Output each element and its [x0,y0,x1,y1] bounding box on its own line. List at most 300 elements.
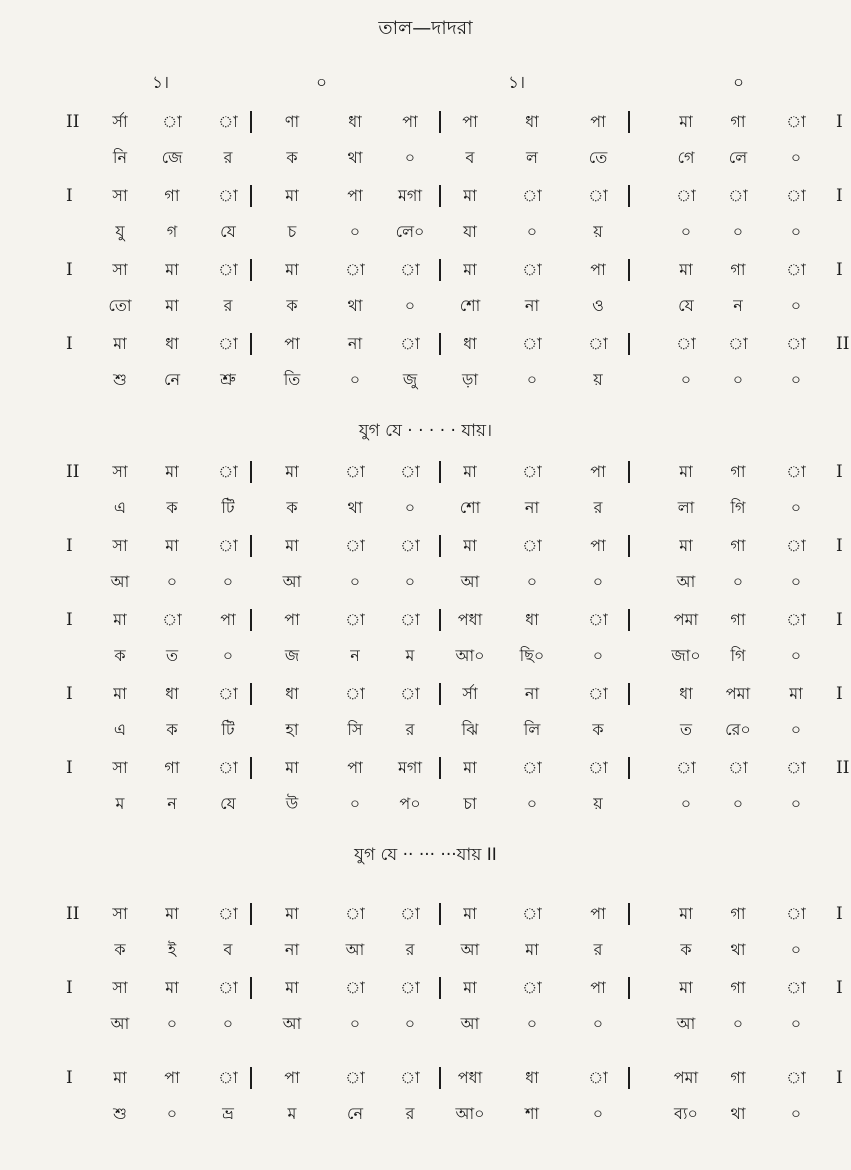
swara-note: া [345,1068,365,1087]
swara-note: ণা [284,112,300,131]
lyric-syllable: ০ [790,498,802,517]
lyric-syllable: আ [676,572,696,591]
lyric-line [0,494,851,522]
swara-note: া [218,684,238,703]
lyric-syllable: ক [166,498,178,517]
swara-note: া [676,334,696,353]
swara-note: া [162,610,182,629]
swara-note: া [218,462,238,481]
start-barline: I [66,536,73,556]
lyric-syllable: আ [460,572,480,591]
notation-line [0,330,851,358]
swara-note: পা [284,334,300,353]
lyric-syllable: ০ [790,794,802,813]
lyric-syllable: য় [593,794,603,813]
swara-note: া [522,758,542,777]
vibhag-bar [628,609,630,631]
swara-note: ধা [679,684,693,703]
lyric-syllable: ০ [166,572,178,591]
swara-note: পমা [725,684,751,703]
swara-note: পমা [673,1068,699,1087]
swara-note: ধা [165,334,179,353]
swara-note: মা [463,978,477,997]
lyric-syllable: থা [347,296,363,315]
lyric-syllable: যু [115,222,125,241]
swara-note: সা [112,978,128,997]
lyric-syllable: শো [459,498,481,517]
swara-note: মা [463,536,477,555]
swara-note: া [218,904,238,923]
lyric-syllable: র [593,940,603,959]
swara-note: সা [112,186,128,205]
lyric-syllable: ০ [732,370,744,389]
lyric-syllable: ক [680,940,692,959]
lyric-syllable: শা [524,1104,540,1123]
swara-note: া [522,904,542,923]
start-barline: II [66,112,80,132]
lyric-syllable: যা [463,222,477,241]
lyric-syllable: ব [465,148,475,167]
swara-note: মগা [397,758,422,777]
vibhag-bar [628,185,630,207]
lyric-syllable: লে [728,148,748,167]
lyric-syllable: সি [347,720,363,739]
swara-note: া [588,610,608,629]
lyric-syllable: ভ্র [222,1104,234,1123]
notation-line [0,108,851,136]
start-barline: I [66,260,73,280]
lyric-syllable: জু [402,370,418,389]
lyric-syllable: তে [588,148,608,167]
lyric-syllable: আ [676,1014,696,1033]
lyric-syllable: ০ [732,572,744,591]
lyric-syllable: আ০ [455,1104,485,1123]
swara-note: পা [590,904,606,923]
lyric-syllable: আ [282,572,302,591]
end-barline: I [836,112,843,132]
lyric-syllable: ০ [790,222,802,241]
swara-note: মা [463,260,477,279]
swara-note: মা [679,112,693,131]
lyric-line [0,1010,851,1038]
swara-note: পা [284,1068,300,1087]
lyric-syllable: আ০ [455,646,485,665]
lyric-syllable: ০ [526,222,538,241]
swara-note: া [400,536,420,555]
swara-note: ধা [348,112,362,131]
lyric-syllable: ০ [790,720,802,739]
beat-mark: ০ [316,73,328,93]
swara-note: া [588,684,608,703]
notation-line [0,606,851,634]
lyric-syllable: ম [287,1104,297,1123]
lyric-syllable: র [405,1104,415,1123]
lyric-syllable: ক [114,646,126,665]
vibhag-bar [628,1067,630,1089]
end-barline: I [836,260,843,280]
swara-note: মা [285,978,299,997]
lyric-syllable: রে০ [725,720,751,739]
lyric-syllable: লা [677,498,695,517]
lyric-line [0,292,851,320]
lyric-syllable: ০ [790,1104,802,1123]
lyric-syllable: ০ [404,296,416,315]
page-title: তাল—দাদরা [378,17,473,39]
swara-note: া [345,260,365,279]
end-barline: I [836,1068,843,1088]
lyric-syllable: উ [285,794,299,813]
swara-note: া [345,536,365,555]
lyric-line [0,144,851,172]
swara-note: ধা [463,334,477,353]
beat-mark: ০ [733,73,745,93]
notation-line [0,458,851,486]
swara-note: সা [112,536,128,555]
lyric-syllable: গ [166,222,178,241]
lyric-line [0,1100,851,1128]
swara-note: পা [284,610,300,629]
beat-marks-row [0,70,851,94]
swara-note: মা [463,462,477,481]
swara-note: া [162,112,182,131]
swara-note: া [522,260,542,279]
lyric-syllable: জ [284,646,300,665]
swara-note: মা [113,334,127,353]
swara-note: পা [220,610,236,629]
swara-note: মা [113,610,127,629]
swara-note: মা [679,978,693,997]
lyric-syllable: ০ [349,222,361,241]
swara-note: পমা [673,610,699,629]
lyric-syllable: ক [286,148,298,167]
swara-note: গা [730,1068,746,1087]
lyric-line [0,716,851,744]
vibhag-bar [628,977,630,999]
swara-note: মা [463,904,477,923]
lyric-syllable: ০ [592,646,604,665]
swara-note: মা [165,260,179,279]
lyric-line [0,218,851,246]
swara-note: া [218,112,238,131]
lyric-syllable: হা [285,720,299,739]
lyric-syllable: নে [346,1104,364,1123]
notation-line [0,900,851,928]
lyric-syllable: শু [113,1104,127,1123]
swara-note: া [786,186,806,205]
swara-note: পধা [457,610,483,629]
refrain-caption: যুগ যে ·· ··· ···যায় II [354,845,497,865]
lyric-syllable: জা০ [671,646,701,665]
swara-note: া [588,1068,608,1087]
lyric-syllable: নি [112,148,128,167]
swara-note: া [218,186,238,205]
lyric-syllable: প০ [399,794,421,813]
start-barline: I [66,334,73,354]
swara-note: া [218,334,238,353]
lyric-line [0,642,851,670]
swara-note: না [347,334,363,353]
lyric-syllable: ০ [404,1014,416,1033]
swara-note: গা [730,462,746,481]
lyric-syllable: ০ [732,1014,744,1033]
swara-note: া [400,1068,420,1087]
end-barline: II [836,758,850,778]
lyric-syllable: ক [286,498,298,517]
swara-note: মা [113,684,127,703]
lyric-syllable: ন [733,296,743,315]
lyric-syllable: না [524,498,540,517]
swara-note: পা [590,112,606,131]
lyric-syllable: ক [286,296,298,315]
lyric-syllable: র [405,940,415,959]
lyric-syllable: র [405,720,415,739]
swara-note: া [728,334,748,353]
lyric-syllable: আ [282,1014,302,1033]
swara-note: সা [112,462,128,481]
swara-note: া [400,978,420,997]
lyric-syllable: ০ [526,572,538,591]
swara-note: া [786,1068,806,1087]
notation-line [0,182,851,210]
swara-note: া [218,536,238,555]
lyric-syllable: য় [593,222,603,241]
lyric-syllable: ০ [790,296,802,315]
swara-note: র্সা [112,112,128,131]
swara-note: মা [165,462,179,481]
swara-note: া [588,186,608,205]
lyric-syllable: না [524,296,540,315]
lyric-syllable: ০ [349,572,361,591]
lyric-syllable: গি [730,498,746,517]
swara-note: পা [402,112,418,131]
swara-note: া [786,978,806,997]
swara-note: ধা [525,610,539,629]
lyric-syllable: মা [165,296,179,315]
swara-note: া [676,186,696,205]
lyric-syllable: ০ [526,370,538,389]
lyric-syllable: ও [592,296,604,315]
swara-note: া [522,334,542,353]
end-barline: I [836,904,843,924]
swara-note: া [218,758,238,777]
lyric-syllable: যে [220,222,236,241]
swara-note: পা [347,758,363,777]
swara-note: া [786,536,806,555]
swara-note: া [345,978,365,997]
lyric-syllable: থা [730,940,746,959]
lyric-syllable: এ [113,720,127,739]
lyric-syllable: থা [730,1104,746,1123]
lyric-syllable: ০ [732,222,744,241]
swara-note: া [400,610,420,629]
swara-note: া [345,684,365,703]
swara-note: মা [165,904,179,923]
lyric-syllable: ক [114,940,126,959]
lyric-syllable: ব্য০ [674,1104,698,1123]
lyric-syllable: থা [347,148,363,167]
swara-note: া [522,462,542,481]
lyric-syllable: ত [679,720,692,739]
swara-note: না [524,684,540,703]
swara-note: া [786,462,806,481]
lyric-syllable: আ [110,1014,130,1033]
lyric-syllable: ০ [732,794,744,813]
lyric-syllable: ঝি [461,720,479,739]
swara-note: ধা [165,684,179,703]
lyric-syllable: থা [347,498,363,517]
swara-note: পা [590,536,606,555]
lyric-syllable: ড়া [461,370,479,389]
lyric-syllable: জে [161,148,183,167]
swara-note: মা [679,462,693,481]
lyric-syllable: ০ [680,794,692,813]
vibhag-bar [628,461,630,483]
lyric-syllable: না [284,940,300,959]
swara-note: ধা [525,1068,539,1087]
lyric-syllable: নে [163,370,181,389]
lyric-syllable: ০ [349,370,361,389]
swara-note: া [218,260,238,279]
swara-note: গা [164,186,180,205]
refrain-caption: যুগ যে · · · · · যায়। [358,421,493,441]
swara-note: া [588,758,608,777]
lyric-syllable: ০ [222,646,234,665]
swara-note: পা [347,186,363,205]
swara-note: া [400,334,420,353]
vibhag-bar [628,535,630,557]
lyric-syllable: র [223,148,233,167]
swara-note: া [345,610,365,629]
notation-line [0,754,851,782]
swara-note: া [400,462,420,481]
swara-note: া [345,462,365,481]
swara-note: পা [590,978,606,997]
lyric-syllable: ০ [790,1014,802,1033]
swara-note: পধা [457,1068,483,1087]
lyric-line [0,936,851,964]
swara-note: মা [165,536,179,555]
swara-note: া [345,904,365,923]
start-barline: I [66,758,73,778]
lyric-syllable: ০ [526,1014,538,1033]
notation-line [0,680,851,708]
vibhag-bar [628,333,630,355]
lyric-syllable: ০ [592,572,604,591]
lyric-syllable: টি [221,720,235,739]
lyric-syllable: এ [113,498,127,517]
beat-mark: ১। [508,73,526,93]
lyric-syllable: ০ [404,498,416,517]
swara-note: মা [285,758,299,777]
lyric-syllable: ০ [166,1014,178,1033]
swara-note: া [676,758,696,777]
end-barline: I [836,186,843,206]
lyric-syllable: মা [525,940,539,959]
swara-note: পা [590,260,606,279]
swara-note: গা [730,112,746,131]
lyric-syllable: ক [592,720,604,739]
swara-note: ধা [525,112,539,131]
swara-note: মগা [397,186,422,205]
lyric-syllable: চা [463,794,477,813]
lyric-syllable: ০ [349,794,361,813]
lyric-syllable: র [593,498,603,517]
swara-note: া [400,684,420,703]
lyric-syllable: ০ [790,148,802,167]
lyric-syllable: ন [350,646,360,665]
lyric-syllable: আ [110,572,130,591]
swara-note: া [786,112,806,131]
swara-note: র্সা [462,684,478,703]
swara-note: া [218,1068,238,1087]
start-barline: I [66,610,73,630]
swara-note: মা [113,1068,127,1087]
swara-note: মা [285,462,299,481]
notation-line [0,1064,851,1092]
lyric-line [0,790,851,818]
lyric-syllable: র [223,296,233,315]
lyric-line [0,568,851,596]
lyric-syllable: যে [220,794,236,813]
lyric-syllable: ০ [404,148,416,167]
swara-note: মা [285,260,299,279]
lyric-syllable: ত [165,646,178,665]
lyric-syllable: আ [460,1014,480,1033]
lyric-syllable: ০ [166,1104,178,1123]
end-barline: I [836,462,843,482]
swara-note: মা [679,260,693,279]
swara-note: মা [165,978,179,997]
notation-line [0,256,851,284]
swara-note: া [400,260,420,279]
vibhag-bar [628,903,630,925]
start-barline: II [66,904,80,924]
end-barline: I [836,978,843,998]
swara-note: া [728,186,748,205]
swara-note: গা [730,904,746,923]
lyric-syllable: ম [405,646,415,665]
start-barline: I [66,978,73,998]
lyric-syllable: ল [526,148,538,167]
swara-note: মা [285,536,299,555]
lyric-syllable: ০ [404,572,416,591]
lyric-syllable: ন [167,794,177,813]
swara-note: গা [730,978,746,997]
swara-note: গা [164,758,180,777]
swara-note: মা [679,536,693,555]
lyric-syllable: ই [167,940,177,959]
end-barline: II [836,334,850,354]
lyric-syllable: শ্রু [220,370,236,389]
lyric-syllable: লে০ [395,222,425,241]
notation-line [0,532,851,560]
end-barline: I [836,610,843,630]
swara-note: গা [730,610,746,629]
swara-note: া [786,904,806,923]
swara-note: মা [285,186,299,205]
swara-note: পা [462,112,478,131]
lyric-syllable: ০ [592,1014,604,1033]
end-barline: I [836,536,843,556]
lyric-syllable: তি [283,370,301,389]
lyric-syllable: ছি০ [519,646,545,665]
swara-note: া [522,186,542,205]
lyric-syllable: তো [108,296,132,315]
lyric-syllable: ০ [790,646,802,665]
lyric-syllable: ০ [790,370,802,389]
lyric-syllable: ০ [526,794,538,813]
start-barline: I [66,684,73,704]
